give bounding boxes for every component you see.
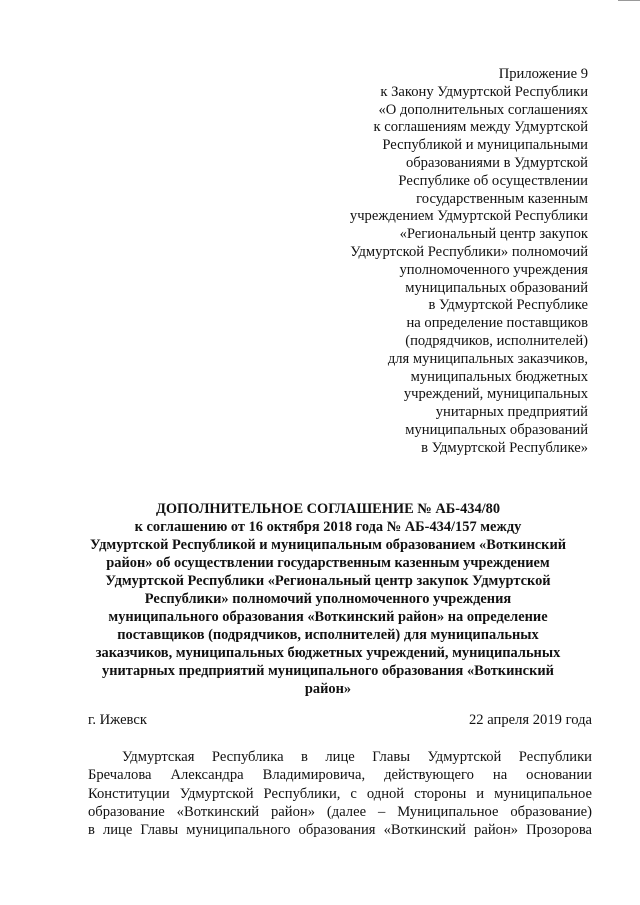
appendix-line: для муниципальных заказчиков,: [387, 350, 588, 367]
title-line: заказчиков, муниципальных бюджетных учреждений, муниципальных: [95, 645, 561, 661]
appendix-line: на определение поставщиков: [406, 315, 588, 332]
signing-date: 22 апреля 2019 года: [469, 712, 592, 728]
appendix-line: муниципальных бюджетных: [410, 368, 588, 385]
appendix-line: муниципальных образований: [405, 279, 588, 296]
corner-scan-mark: [618, 0, 640, 7]
body-line: Удмуртская Республика в лице Главы Удмуртской Республики: [122, 749, 592, 765]
appendix-line: в Удмуртской Республике»: [421, 439, 588, 456]
appendix-line: «О дополнительных соглашениях: [378, 101, 588, 118]
title-line: поставщиков (подрядчиков, исполнителей) для муниципальных: [117, 627, 539, 643]
appendix-line: Республике об осуществлении: [398, 172, 588, 189]
title-line: унитарных предприятий муниципального образования «Воткинский: [102, 663, 554, 679]
appendix-line: в Удмуртской Республике: [428, 297, 588, 314]
title-line: район» об осуществлении государственным казенным учреждением: [106, 555, 550, 571]
appendix-line: уполномоченного учреждения: [399, 261, 588, 278]
appendix-line: унитарных предприятий: [435, 404, 588, 421]
title-line: Республики» полномочий уполномоченного учреждения: [144, 591, 512, 607]
appendix-line: Республикой и муниципальными: [382, 137, 588, 154]
appendix-line: к соглашениям между Удмуртской: [373, 119, 588, 136]
title-line: ДОПОЛНИТЕЛЬНОЕ СОГЛАШЕНИЕ № АБ-434/80: [155, 501, 501, 517]
appendix-line: образованиями в Удмуртской: [405, 154, 588, 171]
body-line: в лице Главы муниципального образования «Воткинский район» Прозорова: [88, 822, 592, 839]
title-line: Удмуртской Республикой и муниципальным образованием «Воткинский: [89, 537, 567, 553]
appendix-header: [258, 66, 588, 458]
agreement-body: [88, 748, 592, 839]
appendix-line: к Закону Удмуртской Республики: [380, 83, 588, 100]
agreement-title: [58, 500, 598, 698]
appendix-line: учреждений, муниципальных: [403, 386, 588, 403]
appendix-line: учреждением Удмуртской Республики: [349, 208, 588, 225]
body-line: Конституции Удмуртской Республики, с одной стороны и муниципальное: [88, 785, 592, 802]
body-line: Бречалова Александра Владимировича, действующего на основании: [88, 767, 592, 784]
title-line: к соглашению от 16 октября 2018 года № АБ-434/157 между: [134, 519, 522, 535]
title-line: район»: [304, 681, 352, 697]
appendix-line: «Региональный центр закупок: [399, 226, 588, 243]
body-line: образование «Воткинский район» (далее – Муниципальное образование): [88, 803, 592, 820]
appendix-line: государственным казенным: [416, 190, 588, 207]
place-of-signing: г. Ижевск: [88, 712, 147, 728]
appendix-line: Приложение 9: [498, 66, 588, 82]
appendix-line: Удмуртской Республики» полномочий: [350, 243, 588, 260]
place-date-row: [88, 712, 592, 729]
appendix-line: муниципальных образований: [405, 421, 588, 438]
title-line: муниципального образования «Воткинский район» на определение: [108, 609, 548, 625]
title-line: Удмуртской Республики «Региональный центр закупок Удмуртской: [105, 573, 551, 589]
appendix-line: (подрядчиков, исполнителей): [405, 332, 588, 349]
